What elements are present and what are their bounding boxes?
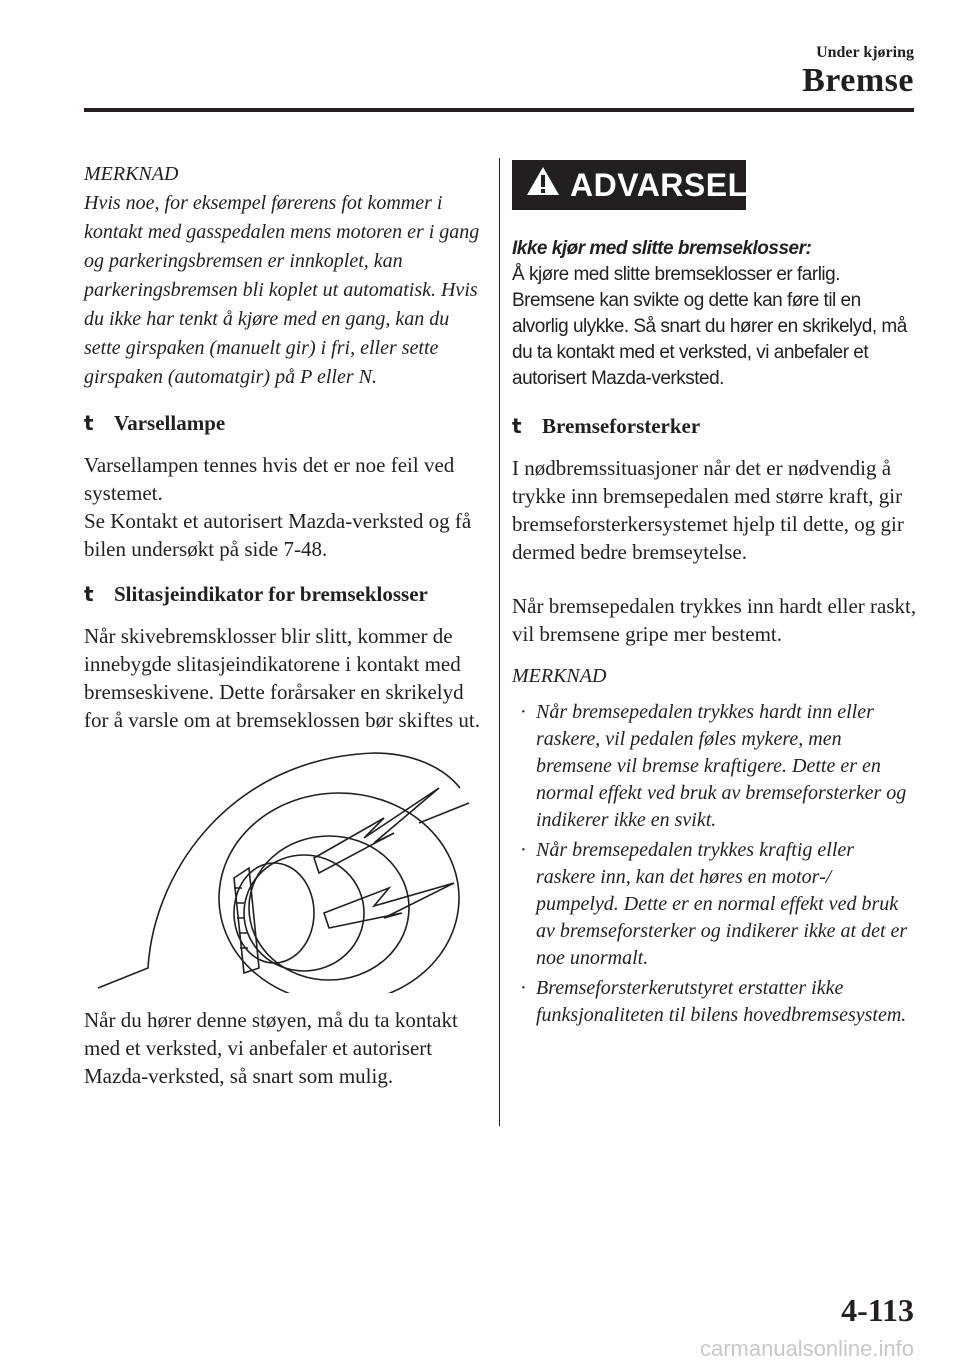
- paragraph: Se Kontakt et autorisert Mazda-verksted og få bilen undersøkt på side 7-48.: [84, 509, 472, 561]
- list-item: · Bremseforsterkerutstyret erstatter ikke funksjonaliteten til bilens hovedbremsesystem.: [520, 977, 907, 1026]
- paragraph: I nødbremssituasjoner når det er nødvendig å trykke inn bremsepedalen med større kraft, gir bremseforsterkersystemet hjelp til dette, og gir dermed bedre bremseytelse.: [512, 456, 904, 564]
- note-heading: MERKNAD: [512, 665, 607, 687]
- watermark: carmanualsonline.info: [699, 1336, 914, 1361]
- section-bullet-icon: t: [512, 414, 522, 438]
- left-column: [84, 160, 484, 1090]
- page-title: Bremse: [802, 62, 914, 99]
- page-number: 4-113: [841, 1292, 914, 1328]
- section-bullet-icon: t: [84, 411, 94, 435]
- warning-triangle-icon: [526, 166, 560, 204]
- section-heading-varsellampe: [84, 409, 484, 438]
- paragraph: Når bremsepedalen trykkes inn hardt eller raskt, vil bremsene gripe mer bestemt.: [512, 594, 917, 646]
- section-heading-bremseforsterker: [512, 412, 917, 441]
- hub-outline: [244, 855, 364, 971]
- section-heading-slitasjeindikator: [84, 580, 484, 609]
- note-text: Hvis noe, for eksempel førerens fot kommer i kontakt med gasspedalen mens motoren er i gang og parkeringsbremsen er innkoplet, kan parkeringsbremsen bli koplet ut automatisk. Hvis du ikke har tenkt å kjøre med en gang, kan du sette girspaken (manuelt gir) i fri, eller sette girspaken (automatgir) på P eller N.: [84, 192, 480, 388]
- noise-bolt-upper: [314, 788, 439, 873]
- tyre-outline: [219, 793, 459, 993]
- right-column: [512, 160, 917, 1032]
- warning-label: ADVARSEL: [570, 166, 748, 203]
- section-title: Varsellampe: [114, 411, 226, 435]
- column-divider: [499, 158, 500, 1126]
- header-rule: [84, 108, 914, 112]
- warning-text: Å kjøre med slitte bremseklosser er farlig. Bremsene kan svikte og dette kan føre til en alvorlig ulykke. Så snart du hører en skrikelyd, må du ta kontakt med et verksted, vi anbefaler et autorisert Mazda-verksted.: [512, 264, 907, 389]
- paragraph: Når du hører denne støyen, må du ta kontakt med et verksted, vi anbefaler et autorisert Mazda-verksted, så snart som mulig.: [84, 1008, 458, 1088]
- note-list: [512, 699, 917, 1029]
- noise-bolt-lower: [324, 883, 454, 928]
- warning-heading: Ikke kjør med slitte bremseklosser:: [512, 238, 812, 259]
- section-title: Slitasjeindikator for bremseklosser: [114, 582, 428, 606]
- fender-outline: [98, 753, 460, 988]
- header-section-label: Under kjøring: [816, 44, 914, 61]
- note-heading: MERKNAD: [84, 163, 179, 185]
- paragraph: Når skivebremsklosser blir slitt, kommer de innebygde slitasjeindikatorene i kontakt med bremseskivene. Dette forårsaker en skrikelyd for å varsle om at bremseklossen bør skiftes ut.: [84, 624, 480, 732]
- disc-outline: [249, 836, 409, 980]
- brake-wear-indicator-illustration: [84, 748, 484, 993]
- list-item: · Når bremsepedalen trykkes kraftig eller raskere inn, kan det høres en motor-/ pumpelyd. Dette er en normal effekt ved bruk av bremseforsterker og indikerer ikke at det er noe unormalt.: [520, 839, 908, 969]
- warning-banner: [512, 160, 746, 210]
- section-bullet-icon: t: [84, 582, 94, 606]
- indicator-line: [419, 803, 469, 823]
- section-title: Bremseforsterker: [542, 414, 701, 438]
- list-item: · Når bremsepedalen trykkes hardt inn eller raskere, vil pedalen føles mykere, men bremsene vil bremse kraftigere. Dette er en normal effekt ved bruk av bremseforsterker og indikerer ikke en svikt.: [520, 701, 907, 831]
- paragraph: Varsellampen tennes hvis det er noe feil ved systemet.: [84, 453, 455, 505]
